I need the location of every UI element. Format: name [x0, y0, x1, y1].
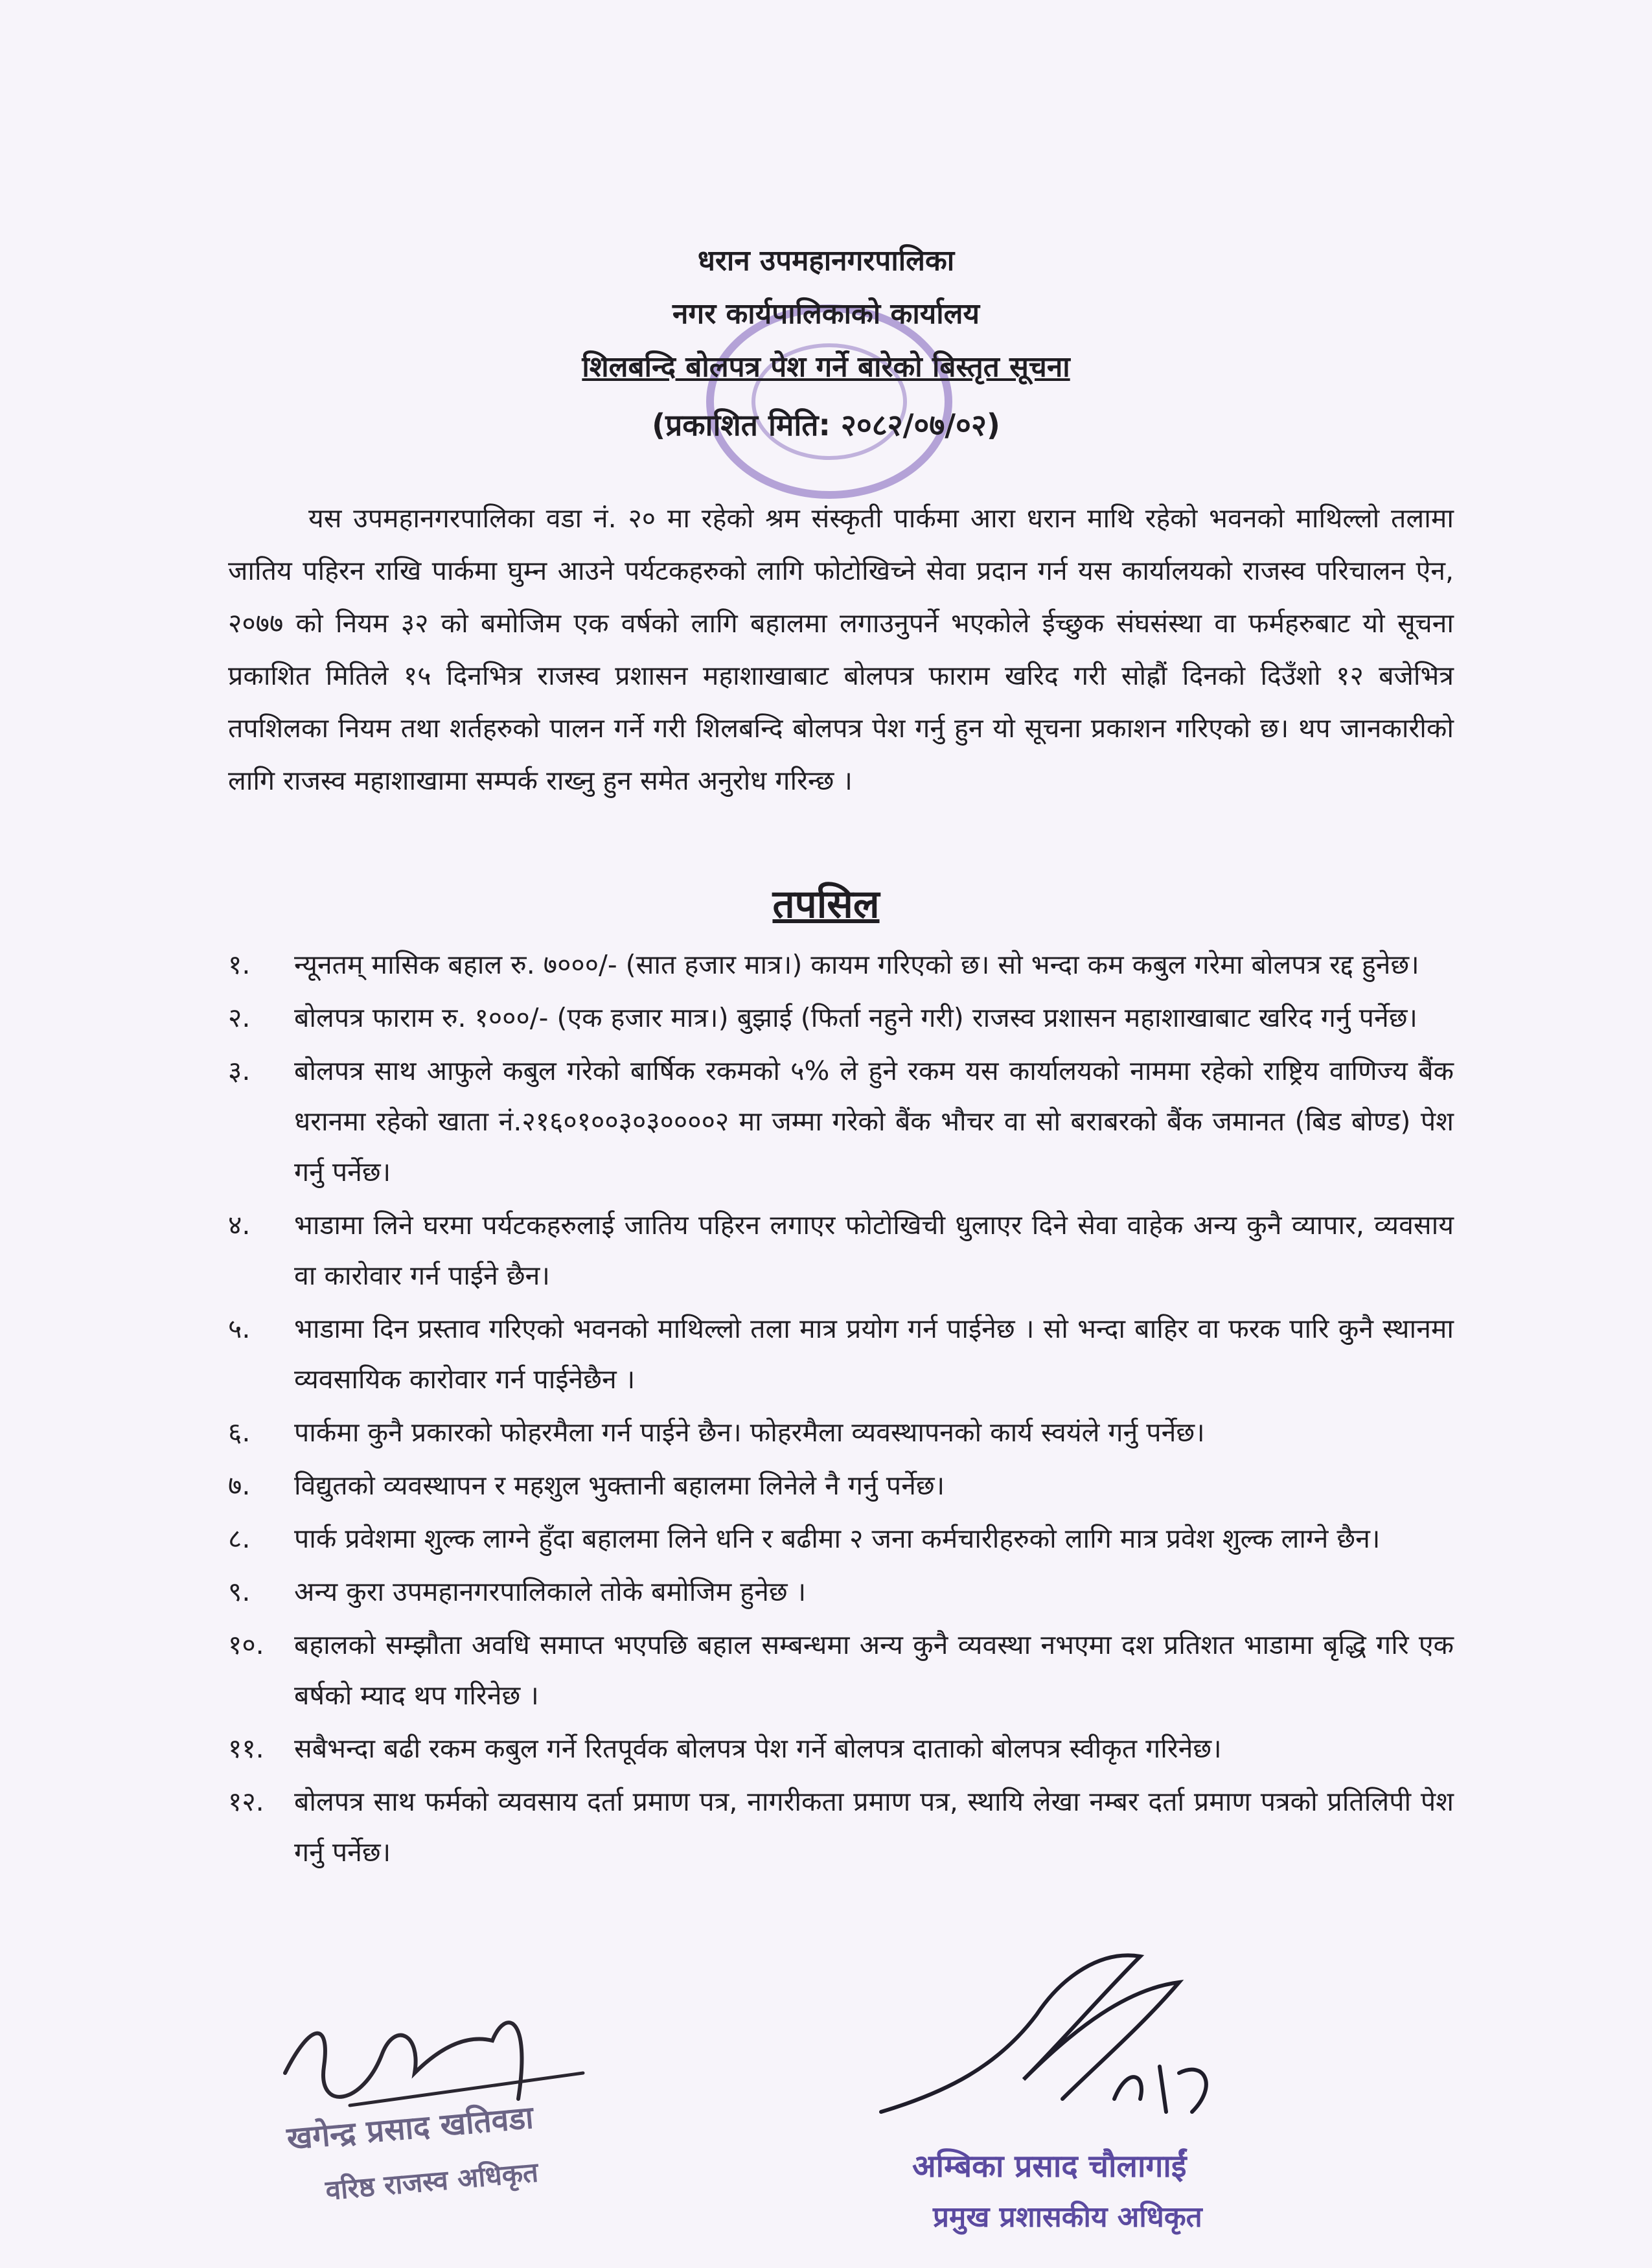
item-number: ६.	[228, 1417, 251, 1448]
item-text: बोलपत्र साथ फर्मको व्यवसाय दर्ता प्रमाण पत्र, नागरीकता प्रमाण पत्र, स्थायि लेखा नम्बर दर्ता प्रमाण पत्रको प्रतिलिपी पेश गर्नु पर्नेछ।	[294, 1786, 1454, 1868]
item-number: ८.	[228, 1523, 251, 1554]
left-signatory-name: खगेन्द्र प्रसाद खतिवडा	[285, 2099, 535, 2157]
office-unit: नगर कार्यपालिकाको कार्यालय	[672, 297, 980, 330]
terms-list	[228, 939, 1454, 1880]
list-item	[228, 939, 1454, 990]
item-number: १२.	[228, 1786, 264, 1817]
intro-paragraph: यस उपमहानगरपालिका वडा नं. २० मा रहेको श्रम संस्कृती पार्कमा आरा धरान माथि रहेको भवनको माथिल्लो तलामा जातिय पहिरन राखि पार्कमा घुम्न आउने पर्यटकहरुको लागि फोटोखिच्ने सेवा प्रदान गर्न यस कार्यालयको राजस्व परिचालन ऐन, २०७७ को नियम ३२ को बमोजिम एक वर्षको लागि बहालमा लगाउनुपर्ने भएकोले ईच्छुक संघसंस्था वा फर्महरुबाट यो सूचना प्रकाशित मितिले १५ दिनभित्र राजस्व प्रशासन महाशाखाबाट बोलपत्र फाराम खरिद गरी सोह्रौं दिनको दिउँशो १२ बजेभित्र तपशिलका नियम तथा शर्तहरुको पालन गर्ने गरी शिलबन्दि बोलपत्र पेश गर्नु हुन यो सूचना प्रकाशन गरिएको छ। थप जानकारीको लागि राजस्व महाशाखामा सम्पर्क राख्नु हुन समेत अनुरोध गरिन्छ ।	[228, 503, 1454, 796]
list-item	[228, 1046, 1454, 1197]
list-item	[228, 1513, 1454, 1564]
item-number: ११.	[228, 1733, 264, 1764]
notice-header	[0, 235, 1652, 456]
notice-title: शिलबन्दि बोलपत्र पेश गर्ने बारेको बिस्तृत सूचना	[582, 350, 1070, 384]
office-name: धरान उपमहानगरपालिका	[697, 244, 955, 277]
list-item	[228, 1620, 1454, 1721]
list-item	[228, 992, 1454, 1043]
right-signatory-name: अम्बिका प्रसाद चौलागाईं	[912, 2148, 1187, 2184]
item-text: बोलपत्र साथ आफुले कबुल गरेको बार्षिक रकमको ५% ले हुने रकम यस कार्यालयको नाममा रहेको राष्ट्रिय वाणिज्य बैंक धरानमा रहेको खाता नं.२१६०१००३०३००००२ मा जम्मा गरेको बैंक भौचर वा सो बराबरको बैंक जमानत (बिड बोण्ड) पेश गर्नु पर्नेछ।	[294, 1055, 1454, 1187]
right-signatory-title: प्रमुख प्रशासकीय अधिकृत	[933, 2201, 1202, 2234]
item-text: सबैभन्दा बढी रकम कबुल गर्ने रितपूर्वक बोलपत्र पेश गर्ने बोलपत्र दाताको बोलपत्र स्वीकृत गरिनेछ।	[294, 1733, 1222, 1764]
list-item	[228, 1566, 1454, 1617]
item-text: भाडामा दिन प्रस्ताव गरिएको भवनको माथिल्लो तला मात्र प्रयोग गर्न पाईनेछ । सो भन्दा बाहिर वा फरक पारि कुनै स्थानमा व्यवसायिक कारोवार गर्न पाईनेछैन ।	[294, 1313, 1454, 1395]
item-number: ३.	[228, 1055, 251, 1086]
list-item	[228, 1407, 1454, 1458]
list-item	[228, 1200, 1454, 1301]
right-signature-scribble	[868, 1937, 1257, 2131]
item-text: बहालको सम्झौता अवधि समाप्त भएपछि बहाल सम्बन्धमा अन्य कुनै व्यवस्था नभएमा दश प्रतिशत भाडामा बृद्धि गरि एक बर्षको म्याद थप गरिनेछ ।	[294, 1629, 1454, 1711]
list-item	[228, 1776, 1454, 1877]
published-date: (प्रकाशित मिति: २०८२/०७/०२)	[652, 407, 1000, 442]
list-item	[228, 1723, 1454, 1774]
list-item	[228, 1303, 1454, 1404]
item-text: भाडामा लिने घरमा पर्यटकहरुलाई जातिय पहिरन लगाएर फोटोखिची धुलाएर दिने सेवा वाहेक अन्य कुनै व्यापार, व्यवसाय वा कारोवार गर्न पाईने छैन।	[294, 1209, 1454, 1291]
list-item	[228, 1460, 1454, 1511]
item-text: न्यूनतम् मासिक बहाल रु. ७०००/- (सात हजार मात्र।) कायम गरिएको छ। सो भन्दा कम कबुल गरेमा बोलपत्र रद्द हुनेछ।	[294, 949, 1419, 980]
item-number: ५.	[228, 1313, 251, 1344]
tapasil-heading: तपसिल	[772, 882, 880, 927]
item-text: बोलपत्र फाराम रु. १०००/- (एक हजार मात्र।) बुझाई (फिर्ता नहुने गरी) राजस्व प्रशासन महाशाखाबाट खरिद गर्नु पर्नेछ।	[294, 1002, 1417, 1033]
item-number: ४.	[228, 1209, 251, 1241]
item-number: १.	[228, 949, 251, 980]
left-signatory-title: वरिष्ठ राजस्व अधिकृत	[324, 2156, 540, 2206]
item-number: २.	[228, 1002, 251, 1033]
item-number: ९.	[228, 1576, 251, 1607]
item-text: विद्युतको व्यवस्थापन र महशुल भुक्तानी बहालमा लिनेले नै गर्नु पर्नेछ।	[294, 1470, 945, 1501]
item-number: ७.	[228, 1470, 251, 1501]
item-text: पार्क प्रवेशमा शुल्क लाग्ने हुँदा बहालमा लिने धनि र बढीमा २ जना कर्मचारीहरुको लागि मात्र प्रवेश शुल्क लाग्ने छैन।	[294, 1523, 1381, 1554]
item-text: अन्य कुरा उपमहानगरपालिकाले तोके बमोजिम हुनेछ ।	[294, 1576, 807, 1607]
item-text: पार्कमा कुनै प्रकारको फोहरमैला गर्न पाईने छैन। फोहरमैला व्यवस्थापनको कार्य स्वयंले गर्नु पर्नेछ।	[294, 1417, 1205, 1448]
item-number: १०.	[228, 1629, 264, 1660]
